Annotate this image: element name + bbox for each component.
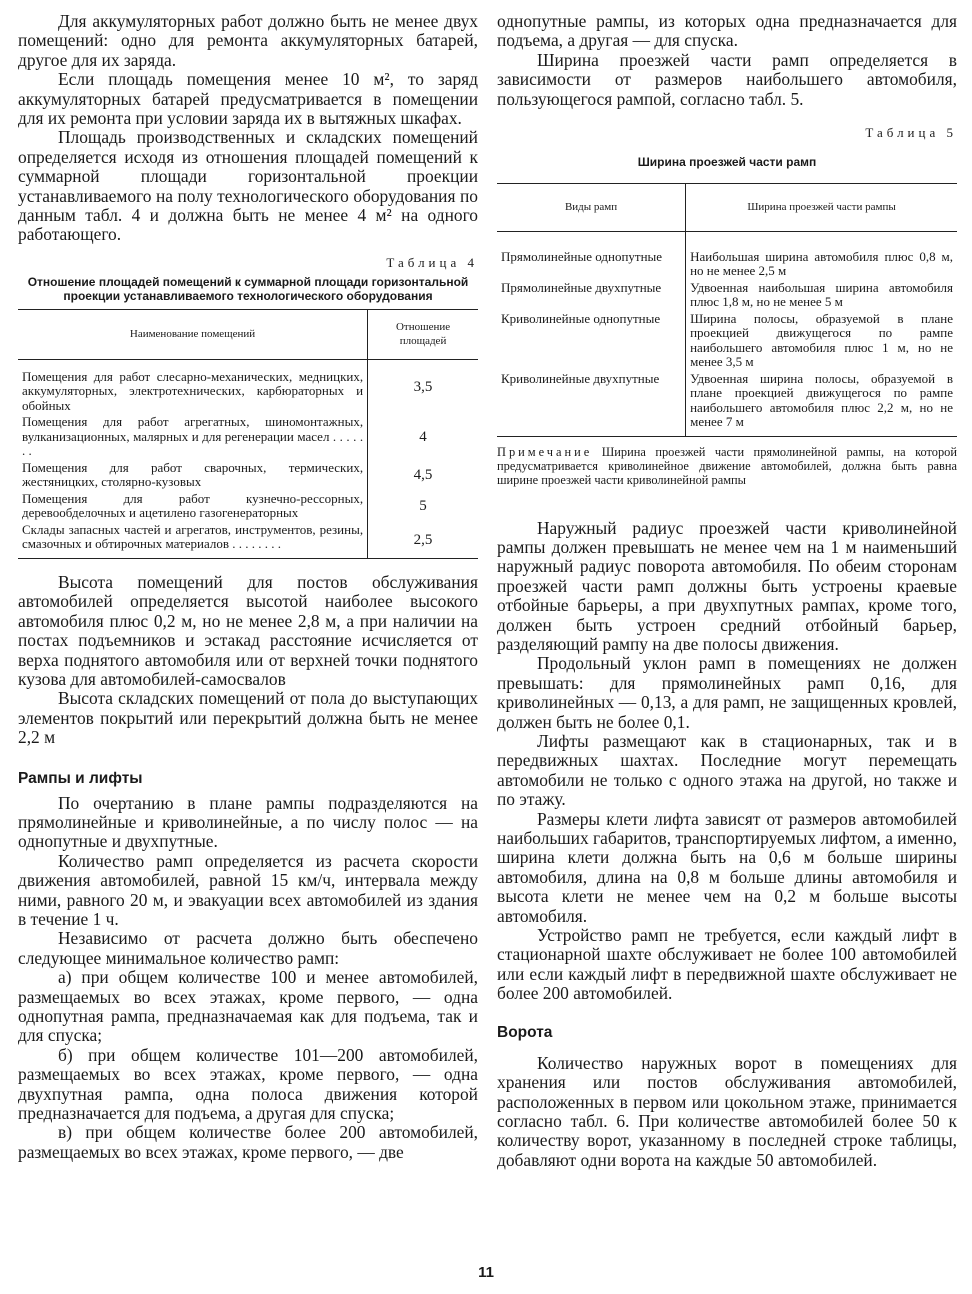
table4-cell-name: Помещения для работ сварочных, термических, жестяницких, столярно-кузовых (18, 460, 368, 491)
table4-title: Отношение площадей помещений к суммарной площади горизонтальной проекции устанавливаемого технологического оборудования (27, 274, 469, 303)
paragraph: Количество наружных ворот в помещениях для хранения или постов обслуживания автомобилей, расположенных в первом или цокольном этаже, принимается согласно табл. 6. При количестве автомобилей более 50 к количеству ворот, указанному в последней строке таблицы, добавляют одни ворота на каждые 50 автомобилей. (497, 1052, 957, 1170)
table-row (18, 491, 478, 522)
table4-col-ratio: Отношение площадей (368, 309, 478, 359)
table5-cell-width: Наибольшая ширина автомобиля плюс 0,8 м, но не менее 2,5 м (690, 248, 953, 279)
paragraph: в) при общем количестве более 200 автомобилей, размещаемых во всех этажах, кроме первого, — две (18, 1122, 478, 1162)
table-row (497, 280, 957, 311)
table5-cell-width: Ширина полосы, образуемой в плане проекцией движущегося по рампе наибольшего автомобиля плюс 1 м, но не менее 3,5 м (690, 310, 953, 370)
paragraph: б) при общем количестве 101—200 автомобилей, размещаемых во всех этажах, кроме первого, — одна двухпутная рампа, одна полоса движения которой предназначается для подъема, а другая для спуска; (18, 1044, 478, 1124)
table5-cell-kind: Прямолинейные двухпутные (497, 280, 686, 311)
table5-label: Таблица 5 (865, 125, 957, 141)
table-row (497, 311, 957, 371)
table5-note (497, 445, 957, 487)
paragraph: Для аккумуляторных работ должно быть не менее двух помещений: одно для ремонта аккумуляторных батарей, другое для их заряда. (18, 11, 478, 70)
table5 (497, 183, 957, 437)
table5-note-text: Ширина проезжей части прямолинейной рампы, на которой предусматривается криволинейное движение автомобилей, должна быть равна ширине проезжей части криволинейной рампы (497, 444, 957, 487)
table-row (497, 231, 957, 280)
table4-cell-value: 5 (419, 498, 427, 515)
paragraph: Независимо от расчета должно быть обеспечено следующее минимальное количество рамп: (18, 928, 478, 968)
table-row (18, 522, 478, 559)
table4-col-name: Наименование помещений (18, 309, 368, 359)
table4-cell-value: 2,5 (368, 522, 478, 559)
table5-note-label: Примечание (497, 444, 593, 459)
table-header-row (497, 184, 957, 232)
section-heading-gates: Ворота (497, 1023, 553, 1041)
table5-cell-width: Удвоенная ширина полосы, образуемой в плане проекцией движущегося по рампе наибольшего автомобиля плюс 2,2 м, но не менее 7 м (686, 371, 957, 437)
table4-cell-value: 3,5 (413, 378, 433, 395)
table4 (18, 309, 478, 559)
paragraph: Устройство рамп не требуется, если каждый лифт в стационарной шахте обслуживает не более 100 автомобилей или если каждый лифт в передвижной шахте обслуживает не более 200 автомобилей. (497, 925, 957, 1004)
page-number: 11 (478, 1264, 494, 1281)
paragraph: По очертанию в плане рампы подразделяются на прямолинейные и криволинейные, а по числу полос — на однопутные и двухпутные. (18, 792, 478, 852)
paragraph: Высота складских помещений от пола до выступающих элементов покрытий или перекрытий должна быть не менее 2,2 м (18, 688, 478, 748)
table5-col-kind: Виды рамп (497, 184, 686, 232)
table5-cell-kind: Криволинейные однопутные (497, 311, 686, 371)
section-heading-ramps: Рампы и лифты (18, 769, 143, 787)
paragraph: Если площадь помещения менее 10 м², то заряд аккумуляторных батарей предусматривается в помещении для их ремонта при условии заряда их в вытяжных шкафах. (18, 69, 478, 129)
table5-cell-kind: Прямолинейные однопутные (497, 231, 686, 280)
table-row (18, 359, 478, 414)
table4-cell-name: Помещения для работ слесарно-механических, медницких, аккумуляторных, электротехнических, карбюраторных и обойных (18, 359, 368, 414)
paragraph: Ширина проезжей части рамп определяется в зависимости от размеров наибольшего автомобиля, пользующегося рампой, согласно табл. 5. (497, 49, 957, 109)
table4-cell-name: Помещения для работ кузнечно-рессорных, деревообделочных и ацетилено газогенераторных (18, 491, 368, 522)
table5-cell-width: Удвоенная наибольшая ширина автомобиля плюс 1,8 м, но не менее 5 м (690, 279, 953, 310)
table5-title: Ширина проезжей части рамп (637, 155, 817, 170)
table4-cell-name: Помещения для работ агрегатных, шиномонтажных, вулканизационных, малярных и для регенерации масел . . . . . . . (18, 414, 368, 460)
table-header-row (18, 309, 478, 359)
left-column (18, 12, 478, 1162)
table-row (497, 371, 957, 437)
table4-cell-value: 4 (419, 428, 427, 445)
paragraph: Высота помещений для постов обслуживания автомобилей определяется высотой наиболее высокого автомобиля плюс 0,2 м, но не менее 2,8 м, а при наличии на постах подъемников и эстакад расстояние исчисляется от верха поднятого автомобиля или от верхней точки поднятого кузова для автомобилей-самосвалов (18, 571, 478, 689)
paragraph: Лифты размещают как в стационарных, так и в передвижных шахтах. Последние могут перемещать автомобили не только с одного этажа на другой, но также и по этажу. (497, 731, 957, 810)
paragraph: однопутные рампы, из которых одна предназначается для подъема, а другая — для спуска. (497, 11, 957, 51)
paragraph: Наружный радиус проезжей части криволинейной рампы должен превышать не менее чем на 1 м наименьший наружный радиус поворота автомобиля. По обеим сторонам проезжей части рамп должны быть устроены краевые отбойные барьеры, а при двухпутных рампах, кроме того, должен быть устроен средний отбойный барьер, разделяющий рампу на две полосы движения. (497, 517, 957, 654)
table5-col-width: Ширина проезжей части рампы (686, 184, 957, 232)
paragraph: Площадь производственных и складских помещений определяется исходя из отношения площадей помещений к суммарной площади горизонтальной проекции устанавливаемого на полу технологического оборудования по данным табл. 4 и должна быть не менее 4 м² на одного работающего. (18, 127, 478, 245)
table-row (18, 414, 478, 460)
table4-cell-value: 4,5 (413, 467, 433, 484)
table5-cell-kind: Криволинейные двухпутные (497, 371, 686, 437)
table4-label: Таблица 4 (386, 254, 478, 270)
paragraph: Количество рамп определяется из расчета скорости движения автомобилей, равной 15 км/ч, интервала между ними, равного 20 м, и эвакуации всех автомобилей из здания в течение 1 ч. (18, 850, 478, 929)
paragraph: Размеры клети лифта зависят от размеров автомобилей наибольших габаритов, транспортируемых лифтом, а именно, ширина клети должна быть на 0,6 м больше ширины автомобиля, длина на 0,8 м больше длины автомобиля и высота клети не менее чем на 0,2 м больше высоты автомобиля. (497, 808, 957, 926)
table-row (18, 460, 478, 491)
table4-cell-name: Склады запасных частей и агрегатов, инструментов, резины, смазочных и обтирочных материалов . . . . . . . . (18, 522, 368, 559)
right-column (497, 12, 957, 1170)
paragraph: Продольный уклон рамп в помещениях не должен превышать: для прямолинейных рамп 0,16, для криволинейных — 0,13, а для рамп, не защищенных кровлей, должен быть не более 0,1. (497, 653, 957, 732)
paragraph: а) при общем количестве 100 и менее автомобилей, размещаемых во всех этажах, кроме первого, — одна однопутная рампа, предназначаемая как для подъема, так и для спуска; (18, 967, 478, 1046)
